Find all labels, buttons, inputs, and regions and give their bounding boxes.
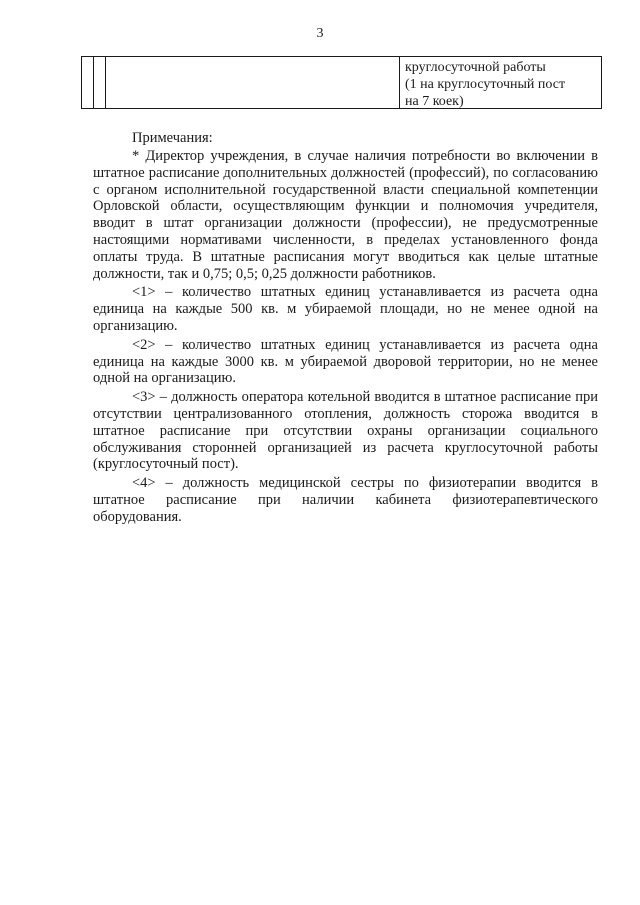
table-cell-line: круглосуточной работы [405, 60, 546, 75]
notes-title: Примечания: [132, 130, 213, 146]
table-cell-line: (1 на круглосуточный пост [405, 77, 566, 92]
page-number: 3 [316, 26, 324, 41]
note-paragraph-4: <4> – должность медицинской сестры по физиотерапии вводится в штатное расписание при наличии кабинета физиотерапевтического оборудования. [93, 475, 598, 525]
table-column-divider [93, 57, 94, 108]
table-column-divider [105, 57, 106, 108]
table-column-divider [399, 57, 400, 108]
note-paragraph-general: * Директор учреждения, в случае наличия потребности во включении в штатное расписание дополнительных должностей (профессий), по согласованию с органом исполнительной государственной власти специальной компетенции Орловской области, осуществляющим функции и полномочия учредителя, вводит в штат организации должности (профессии), не предусмотренные настоящими нормативами численности, в пределах установленного фонда оплаты труда. В штатные расписания могут вводиться как целые штатные должности, так и 0,75; 0,5; 0,25 должности работников. [93, 148, 598, 282]
notes-section [93, 129, 598, 528]
note-paragraph-1: <1> – количество штатных единиц устанавливается из расчета одна единица на каждые 500 кв. м убираемой площади, но не менее одной на организацию. [93, 284, 598, 334]
table-cell [405, 59, 599, 110]
table-cell-line: на 7 коек) [405, 94, 464, 109]
note-paragraph-3: <3> – должность оператора котельной вводится в штатное расписание при отсутствии централизованного отопления, должность сторожа вводится в штатное расписание при отсутствии охраны организации социального обслуживания сторонней организацией из расчета круглосуточной работы (круглосуточный пост). [93, 389, 598, 473]
table-continuation [81, 56, 602, 109]
note-paragraph-2: <2> – количество штатных единиц устанавливается из расчета одна единица на каждые 3000 кв. м убираемой дворовой территории, но не менее одной на организацию. [93, 336, 598, 387]
